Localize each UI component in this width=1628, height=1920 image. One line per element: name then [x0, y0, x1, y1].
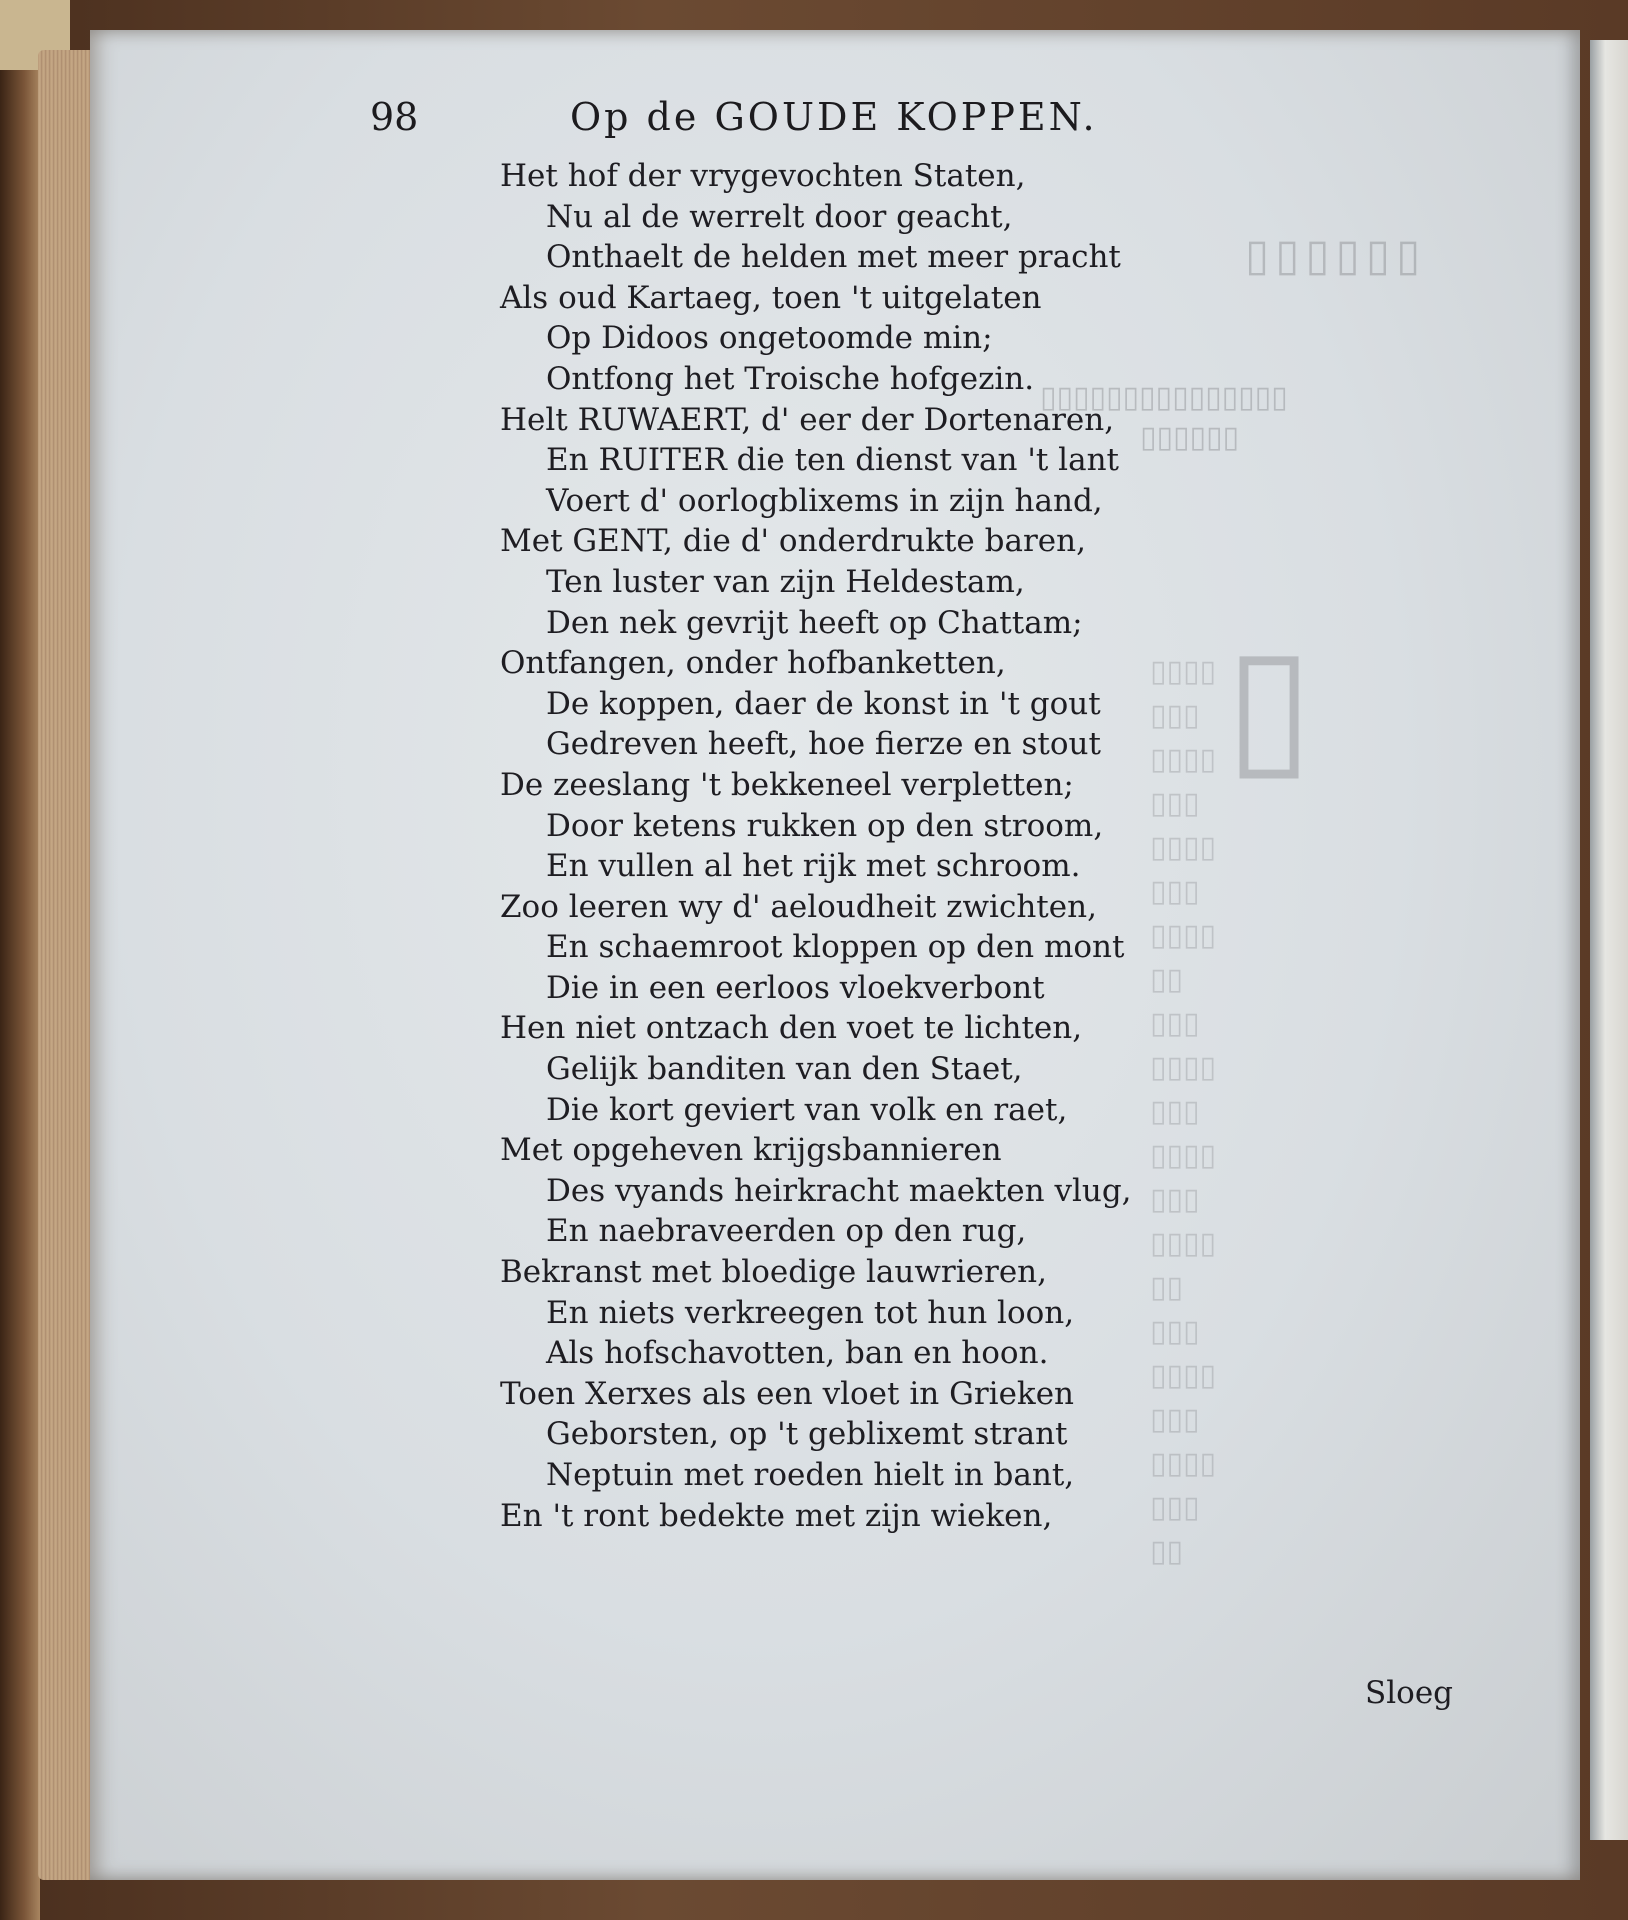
poem-line: Neptuin met roeden hielt in bant, — [546, 1457, 1075, 1493]
poem-line: En 't ront bedekte met zijn wieken, — [500, 1497, 1053, 1534]
poem-line: Het hof der vrygevochten Staten, — [500, 158, 1026, 194]
poem-line: En niets verkreegen tot hun loon, — [546, 1294, 1075, 1331]
poem-line: Ontfangen, onder hofbanketten, — [500, 645, 1006, 682]
poem-line: En naebraveerden op den rug, — [546, 1213, 1027, 1250]
page-number: 98 — [370, 95, 419, 139]
poem-line: Gedreven heeft, hoe fierze en stout — [546, 726, 1101, 763]
facing-page-edge — [1590, 40, 1628, 1840]
bleed-through-subtitle: ▯▯▯▯▯▯ — [1140, 420, 1240, 455]
poem-line: Die kort geviert van volk en raet, — [546, 1091, 1068, 1128]
book-cover-edge — [0, 0, 40, 1920]
poem-line: Met opgeheven krijgsbannieren — [500, 1132, 1002, 1169]
poem-line: De zeeslang 't bekkeneel verpletten; — [500, 766, 1074, 803]
poem-line: Geborsten, op 't geblixemt strant — [546, 1416, 1068, 1453]
bleed-through-subtitle: ▯▯▯▯▯▯▯▯▯▯▯▯▯▯▯ — [1040, 380, 1288, 415]
running-head-title: Op de GOUDE KOPPEN. — [570, 95, 1098, 139]
poem-line: Toen Xerxes als een vloet in Grieken — [500, 1375, 1075, 1412]
poem-line: Voert d' oorlogblixems in zijn hand, — [546, 482, 1103, 519]
poem-line: Ten luster van zijn Heldestam, — [546, 563, 1025, 600]
poem-line: Gelijk banditen van den Staet, — [546, 1051, 1023, 1088]
poem-line: Nu al de werrelt door geacht, — [546, 198, 1013, 235]
running-head — [370, 95, 1270, 145]
poem-line: En vullen al het rijk met schroom. — [546, 848, 1081, 885]
catchword: Sloeg — [1365, 1675, 1454, 1711]
poem-line: Helt RUWAERT, d' eer der Dortenaren, — [500, 401, 1115, 438]
poem-line: Zoo leeren wy d' aeloudheit zwichten, — [500, 888, 1097, 925]
poem-line: Des vyands heirkracht maekten vlug, — [546, 1172, 1132, 1209]
poem-line: Als oud Kartaeg, toen 't uitgelaten — [500, 279, 1042, 316]
poem-line: De koppen, daer de konst in 't gout — [546, 685, 1101, 722]
poem-line: Met GENT, die d' onderdrukte baren, — [500, 523, 1086, 560]
poem-line: Als hofschavotten, ban en hoon. — [546, 1335, 1049, 1372]
bleed-through-initial: ▯ — [1225, 610, 1314, 797]
poem-line: Bekranst met bloedige lauwrieren, — [500, 1254, 1047, 1291]
poem-line: Die in een eerloos vloekverbont — [546, 969, 1045, 1006]
poem-line: Ontfong het Troische hofgezin. — [546, 360, 1035, 397]
poem-line: En RUITER die ten dienst van 't lant — [546, 442, 1120, 479]
poem-line: Door ketens rukken op den stroom, — [546, 807, 1104, 844]
poem-line: Op Didoos ongetoomde min; — [546, 320, 993, 357]
bleed-through-column: ▯▯▯▯ ▯▯▯ ▯▯▯▯ ▯▯▯ ▯▯▯▯ ▯▯▯ ▯▯▯▯ ▯▯ ▯▯▯ ▯▯▯▯ ▯▯▯ ▯▯▯▯ ▯▯▯ ▯▯▯▯ ▯▯ ▯▯▯ ▯▯▯▯ ▯▯▯ ▯▯▯▯ ▯▯▯ ▯▯ — [1150, 654, 1217, 1569]
bleed-through-title: ▯▯▯▯▯▯ — [1245, 230, 1427, 281]
poem-line: En schaemroot kloppen op den mont — [546, 929, 1125, 966]
page-block-edge — [38, 50, 98, 1880]
poem-text — [500, 156, 1320, 1536]
poem-line: Onthaelt de helden met meer pracht — [546, 239, 1121, 276]
poem-line: Hen niet ontzach den voet te lichten, — [500, 1010, 1083, 1047]
poem-line: Den nek gevrijt heeft op Chattam; — [546, 604, 1083, 641]
